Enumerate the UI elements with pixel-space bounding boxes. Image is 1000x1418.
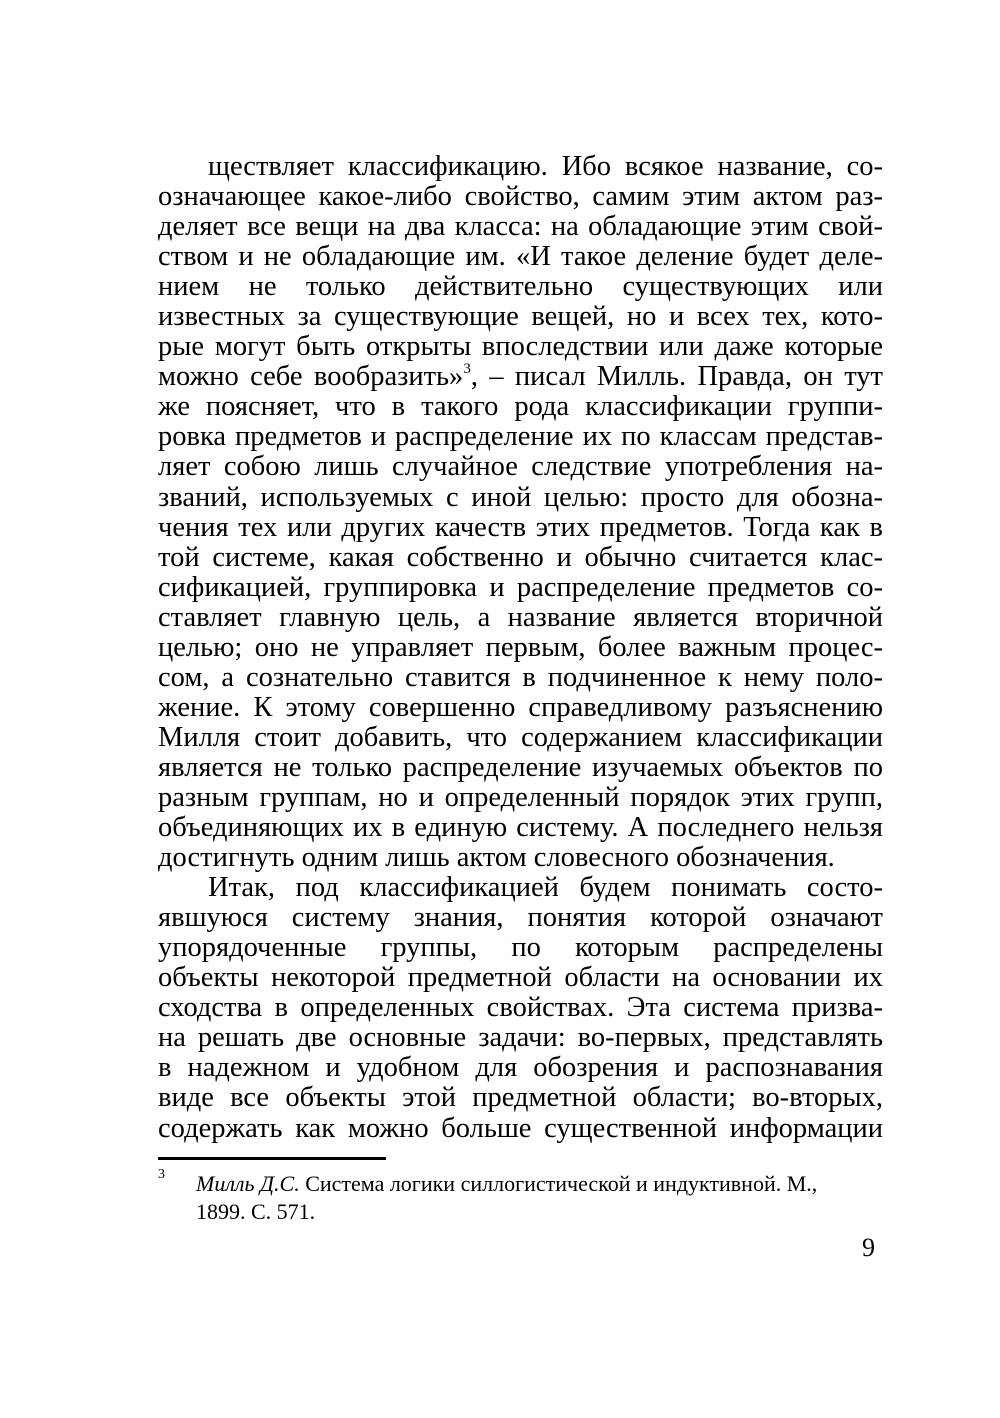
text-line: содержать как можно больше существенной информации bbox=[158, 1112, 883, 1144]
footnote-reference[interactable]: 3 bbox=[463, 361, 471, 378]
text-line: Итак, под классификацией будем понимать состо- bbox=[208, 872, 883, 904]
text-line: же поясняет, что в такого рода классификации группи- bbox=[158, 391, 883, 423]
text-line: ставляет главную цель, а название является вторичной bbox=[158, 601, 883, 633]
text-line: достигнуть одним лишь актом словесного обозначения. bbox=[158, 842, 835, 874]
page-number: 9 bbox=[862, 1233, 875, 1262]
footnote-text bbox=[196, 1170, 886, 1198]
text-line: сификацией, группировка и распределение предметов со- bbox=[158, 571, 883, 603]
text-line: жение. К этому совершенно справедливому разъяснению bbox=[158, 691, 883, 723]
text-line-with-footnote bbox=[158, 362, 883, 392]
text-line: сом, а сознательно ставится в подчиненное к нему поло- bbox=[158, 661, 883, 693]
text-line-part: можно себе вообразить» bbox=[158, 361, 464, 393]
text-line: званий, используемых с иной целью: просто для обозна- bbox=[158, 481, 883, 513]
text-line: ляет собою лишь случайное следствие употребления на- bbox=[158, 451, 883, 483]
text-line: на решать две основные задачи: во-первых, представлять bbox=[158, 1022, 883, 1054]
text-line: объединяющих их в единую систему. А последнего нельзя bbox=[158, 812, 883, 844]
footnote-number: 3 bbox=[158, 1167, 165, 1182]
body-text bbox=[158, 152, 883, 1144]
text-line: ровка предметов и распределение их по классам представ- bbox=[158, 421, 883, 453]
text-line: виде все объекты этой предметной области; во-вторых, bbox=[158, 1082, 883, 1114]
text-line: Милля стоит добавить, что содержанием классификации bbox=[158, 721, 883, 753]
text-line: целью; оно не управляет первым, более важным процес- bbox=[158, 631, 883, 663]
text-line: явшуюся систему знания, понятия которой означают bbox=[158, 902, 883, 934]
text-line: объекты некоторой предметной области на основании их bbox=[158, 962, 883, 994]
text-line: ществляет классификацию. Ибо всякое название, со- bbox=[208, 151, 883, 182]
text-line: означающее какое-либо свойство, самим этим актом раз- bbox=[158, 181, 883, 213]
text-line: известных за существующие вещей, но и всех тех, кото- bbox=[158, 301, 883, 333]
text-line: нием не только действительно существующих или bbox=[158, 271, 883, 303]
text-line: ством и не обладающие им. «И такое деление будет деле- bbox=[158, 241, 883, 273]
text-line: упорядоченные группы, по которым распределены bbox=[158, 932, 883, 964]
footnote-continuation: 1899. С. 571. bbox=[196, 1199, 316, 1224]
text-line: сходства в определенных свойствах. Эта система призва- bbox=[158, 992, 883, 1024]
footnote-separator bbox=[158, 1157, 386, 1160]
footnote-author: Милль Д.С. bbox=[196, 1171, 300, 1196]
text-line: в надежном и удобном для обозрения и распознавания bbox=[158, 1052, 883, 1084]
text-line: является не только распределение изучаемых объектов по bbox=[158, 751, 883, 783]
text-line: деляет все вещи на два класса: на обладающие этим свой- bbox=[158, 211, 883, 243]
text-line: разным группам, но и определенный порядок этих групп, bbox=[158, 781, 883, 813]
text-line: той системе, какая собственно и обычно считается клас- bbox=[158, 541, 883, 573]
text-line: чения тех или других качеств этих предметов. Тогда как в bbox=[158, 511, 883, 543]
footnote-title: Система логики силлогистической и индуктивной. М., bbox=[299, 1171, 818, 1196]
text-line-part: , – писал Милль. Правда, он тут bbox=[470, 361, 883, 393]
text-line: рые могут быть открыты впоследствии или даже которые bbox=[158, 331, 883, 363]
